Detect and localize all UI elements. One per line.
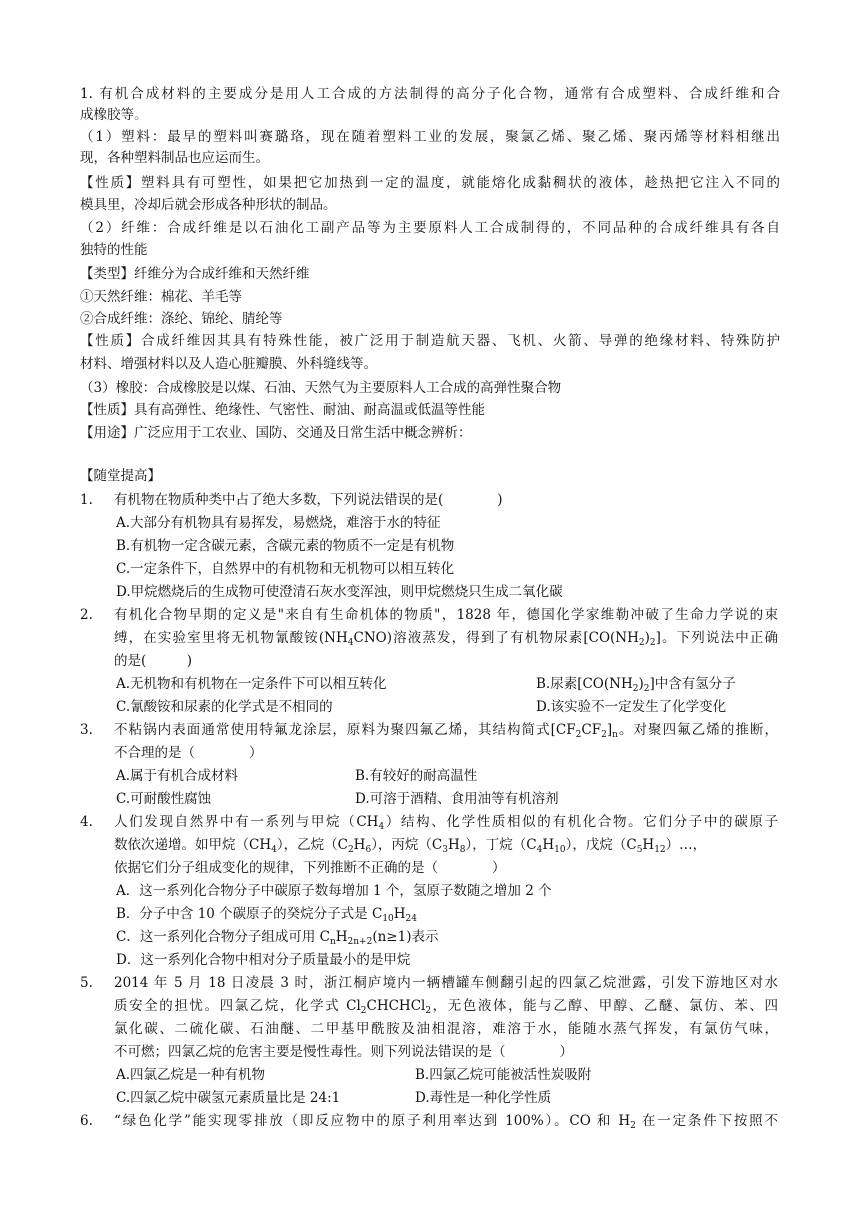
question-stem: 的是( ): [114, 653, 193, 669]
rubber-use: 【用途】广泛应用于工农业、国防、交通及日常生活中概念辨析：: [80, 425, 472, 441]
option-c: C.四氯乙烷中碳氢元素质量比是 24:1: [116, 1090, 341, 1106]
question-stem: 质安全的担忧。四氯乙烷，化学式 $Cl_2CHCHCl_2$，无色液体，能与乙醇、甲醇、乙醚、氯仿、苯、四: [114, 998, 778, 1016]
option-b: B.尿素$[CO(NH_2)_2]$中含有氢分子: [536, 676, 736, 694]
rubber-line: （3）橡胶：合成橡胶是以煤、石油、天然气为主要原料人工合成的高弹性聚合物: [80, 380, 562, 396]
fiber-property-line: 材料、增强材料以及人造心脏瓣膜、外科缝线等。: [80, 356, 377, 372]
question-stem: 不可燃；四氯乙烷的危害主要是慢性毒性。则下列说法错误的是（ ）: [114, 1044, 573, 1060]
option-c: C．这一系列化合物分子组成可用 $C_nH_{2n+2}(n\ge 1)$表示: [116, 929, 439, 947]
fiber-natural: ①天然纤维：棉花、羊毛等: [80, 289, 242, 305]
option-a: A.大部分有机物具有易挥发，易燃烧，难溶于水的特征: [116, 515, 441, 531]
question-stem: 2014 年 5 月 18 日凌晨 3 时，浙江桐庐境内一辆槽罐车侧翻引起的四氯乙烷泄露，引发下游地区对水: [114, 975, 778, 991]
option-d: D.可溶于酒精、食用油等有机溶剂: [355, 791, 559, 807]
question-number: 5.: [80, 975, 93, 991]
option-a: A.无机物和有机物在一定条件下可以相互转化: [116, 676, 387, 692]
intro-line: 1. 有机合成材料的主要成分是用人工合成的方法制得的高分子化合物，通常有合成塑料、合成纤维和合: [80, 86, 780, 102]
plastic-property-line: 【性质】塑料具有可塑性，如果把它加热到一定的温度，就能熔化成黏稠状的液体，趁热把它注入不同的: [80, 175, 780, 191]
question-stem: 不粘锅内表面通常使用特氟龙涂层，原料为聚四氟乙烯，其结构简式$[CF_2CF_2]_n$。对聚四氟乙烯的推断，: [114, 722, 779, 740]
plastic-line: （1）塑料：最早的塑料叫赛璐珞，现在随着塑料工业的发展，聚氯乙烯、聚乙烯、聚丙烯等材料相继出: [80, 129, 780, 145]
plastic-line: 现，各种塑料制品也应运而生。: [80, 150, 269, 166]
fiber-line: （2）纤维：合成纤维是以石油化工副产品等为主要原料人工合成制得的，不同品种的合成纤维具有各自: [80, 220, 780, 236]
question-number: 2.: [80, 607, 93, 623]
rubber-property: 【性质】具有高弹性、绝缘性、气密性、耐油、耐高温或低温等性能: [80, 402, 485, 418]
question-stem: 人们发现自然界中有一系列与甲烷$(CH_4)$结构、化学性质相似的有机化合物。它们分子中的碳原子: [114, 814, 778, 832]
option-d: D.毒性是一种化学性质: [415, 1090, 552, 1106]
fiber-line: 独特的性能: [80, 242, 148, 258]
fiber-synthetic: ②合成纤维：涤纶、锦纶、腈纶等: [80, 311, 283, 327]
question-stem: 不合理的是（ ）: [114, 745, 263, 761]
question-stem: 缚，在实验室里将无机物氰酸铵$(NH_4CNO)$溶液蒸发，得到了有机物尿素$[CO(NH_2)_2]$。下列说法中正确: [114, 630, 778, 648]
option-a: A.四氯乙烷是一种有机物: [116, 1067, 266, 1083]
section-title: 【随堂提高】: [80, 468, 161, 484]
question-stem: 数依次递增。如甲烷$(CH_4)$，乙烷$(C_2H_6)$，丙烷$(C_3H_8)$，丁烷$(C_4H_{10})$，戊烷$(C_5H_{12})\dots$，: [114, 837, 707, 855]
fiber-property-line: 【性质】合成纤维因其具有特殊性能，被广泛用于制造航天器、飞机、火箭、导弹的绝缘材料、特殊防护: [80, 333, 780, 349]
option-b: B.有机物一定含碳元素，含碳元素的物质不一定是有机物: [116, 538, 455, 554]
option-c: C.氰酸铵和尿素的化学式是不相同的: [116, 699, 333, 715]
intro-line: 成橡胶等。: [80, 107, 148, 123]
option-c: C.一定条件下，自然界中的有机物和无机物可以相互转化: [116, 561, 455, 577]
question-number: 4.: [80, 814, 93, 830]
option-b: B.四氯乙烷可能被活性炭吸附: [415, 1067, 592, 1083]
option-d: D.该实验不一定发生了化学变化: [536, 699, 727, 715]
question-stem: “绿色化学”能实现零排放（即反应物中的原子利用率达到 100%）。CO 和 $H_2$ 在一定条件下按照不: [114, 1113, 778, 1131]
option-b: B.有较好的耐高温性: [355, 768, 478, 784]
option-a: A．这一系列化合物分子中碳原子数每增加 1 个，氢原子数随之增加 2 个: [116, 883, 552, 899]
question-number: 1.: [80, 492, 93, 508]
question-number: 3.: [80, 722, 93, 738]
option-c: C.可耐酸性腐蚀: [116, 791, 212, 807]
question-stem: 依据它们分子组成变化的规律，下列推断不正确的是（ ）: [114, 860, 506, 876]
fiber-type: 【类型】纤维分为合成纤维和天然纤维: [80, 266, 310, 282]
option-a: A.属于有机合成材料: [116, 768, 239, 784]
option-b: B．分子中含 10 个碳原子的癸烷分子式是 $C_{10}H_{24}$: [116, 906, 417, 924]
option-d: D.甲烷燃烧后的生成物可使澄清石灰水变浑浊，则甲烷燃烧只生成二氧化碳: [116, 584, 563, 600]
question-stem: 氯化碳、二硫化碳、石油醚、二甲基甲酰胺及油相混溶，难溶于水，能随水蒸气挥发，有氯仿气味，: [114, 1021, 778, 1037]
question-stem: 有机化合物早期的定义是"来自有生命机体的物质"，1828 年，德国化学家维勒冲破了生命力学说的束: [114, 607, 778, 623]
option-d: D．这一系列化合物中相对分子质量最小的是甲烷: [116, 952, 411, 968]
question-number: 6.: [80, 1113, 93, 1129]
plastic-property-line: 模具里，冷却后就会形成各种形状的制品。: [80, 197, 337, 213]
question-stem: 有机物在物质种类中占了绝大多数，下列说法错误的是( ): [114, 492, 503, 508]
